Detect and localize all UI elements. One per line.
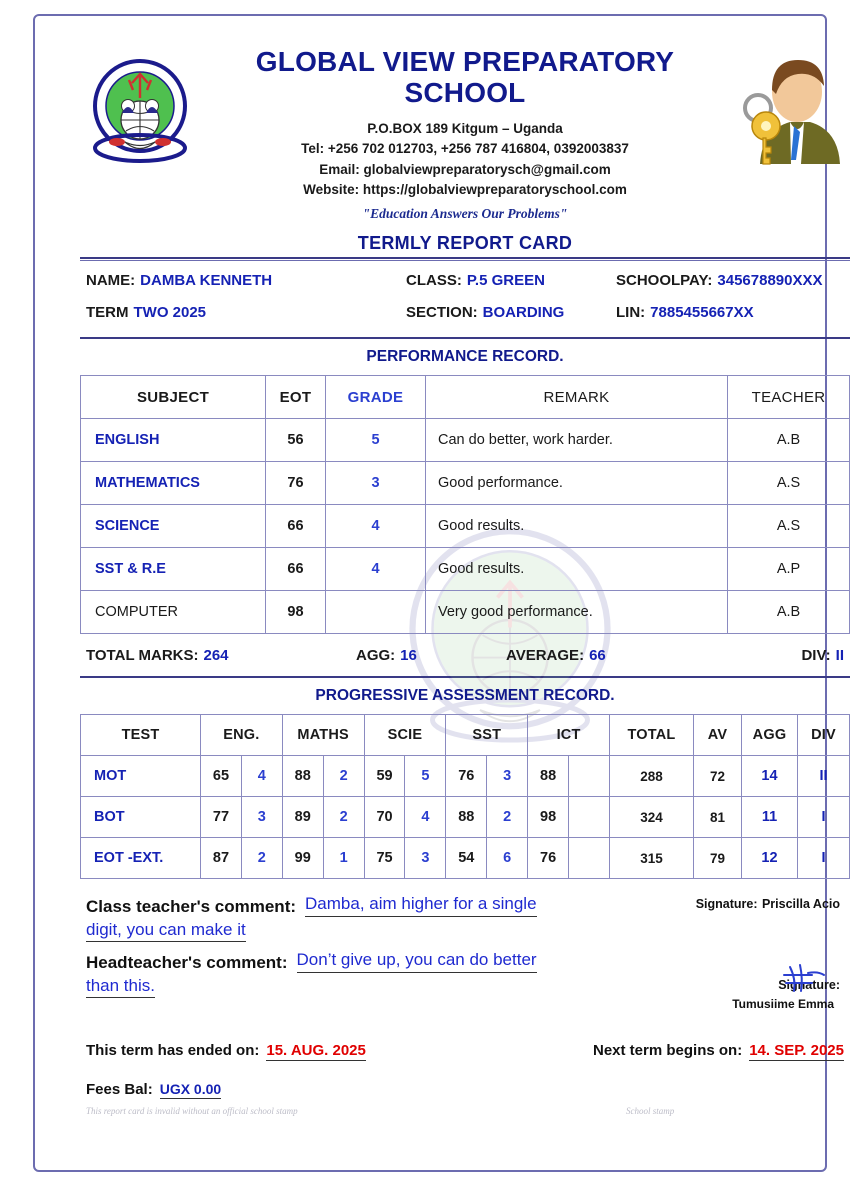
th-eot: EOT bbox=[266, 376, 326, 419]
class-teacher-comment-block bbox=[86, 893, 844, 942]
remark-cell: Good results. bbox=[426, 505, 728, 548]
name-label: NAME: bbox=[86, 272, 136, 289]
remark-cell: Can do better, work harder. bbox=[426, 419, 728, 462]
performance-table bbox=[80, 375, 850, 634]
table-row bbox=[81, 756, 850, 797]
term-value: TWO 2025 bbox=[133, 304, 207, 321]
remark-cell: Very good performance. bbox=[426, 591, 728, 634]
subject-cell: SST & R.E bbox=[81, 548, 266, 591]
headteacher-comment-text[interactable]: Don’t give up, you can do better bbox=[297, 949, 537, 973]
ict-grade-cell bbox=[569, 756, 610, 797]
headteacher-signature-label: Signature: bbox=[778, 977, 840, 992]
stamp-disclaimer: This report card is invalid without an official school stamp bbox=[86, 1105, 298, 1116]
class-teacher-comment-text-line2[interactable]: digit, you can make it bbox=[86, 920, 246, 942]
performance-section-title: PERFORMANCE RECORD. bbox=[366, 348, 564, 365]
class-teacher-comment-label: Class teacher's comment: bbox=[86, 896, 297, 916]
av-cell: 81 bbox=[694, 797, 742, 838]
table-row bbox=[81, 548, 850, 591]
av-cell: 72 bbox=[694, 756, 742, 797]
next-term-label: Next term begins on: bbox=[593, 1041, 743, 1059]
term-dates-row bbox=[80, 1042, 850, 1060]
next-term-value: 14. SEP. 2025 bbox=[749, 1041, 844, 1059]
scie-mark-cell: 59 bbox=[364, 756, 405, 797]
maths-grade-cell: 2 bbox=[323, 797, 364, 838]
sst-mark-cell: 76 bbox=[446, 756, 487, 797]
agg-cell: 12 bbox=[742, 838, 798, 879]
average-value: 66 bbox=[589, 647, 606, 664]
teacher-cell: A.B bbox=[728, 591, 850, 634]
section-value: BOARDING bbox=[482, 304, 565, 321]
th-ict: ICT bbox=[528, 715, 610, 756]
subject-cell: SCIENCE bbox=[81, 505, 266, 548]
table-row bbox=[81, 462, 850, 505]
headteacher-signature-name: Tumusiime Emma bbox=[732, 996, 834, 1011]
eng-grade-cell: 3 bbox=[241, 797, 282, 838]
scie-grade-cell: 3 bbox=[405, 838, 446, 879]
eng-grade-cell: 2 bbox=[241, 838, 282, 879]
class-teacher-comment-text[interactable]: Damba, aim higher for a single bbox=[305, 893, 537, 917]
th-scie: SCIE bbox=[364, 715, 446, 756]
scie-grade-cell: 4 bbox=[405, 797, 446, 838]
div-cell: II bbox=[798, 756, 850, 797]
eng-mark-cell: 77 bbox=[201, 797, 242, 838]
subject-cell: ENGLISH bbox=[81, 419, 266, 462]
student-info-row-2 bbox=[86, 304, 844, 321]
th-agg: AGG bbox=[742, 715, 798, 756]
test-name-cell: MOT bbox=[81, 756, 201, 797]
name-value: DAMBA KENNETH bbox=[140, 272, 273, 289]
grade-cell: 3 bbox=[326, 462, 426, 505]
progressive-section-title: PROGRESSIVE ASSESSMENT RECORD. bbox=[315, 687, 615, 704]
average-label: AVERAGE: bbox=[506, 647, 585, 664]
ict-grade-cell bbox=[569, 797, 610, 838]
performance-header-row bbox=[81, 376, 850, 419]
subject-cell: COMPUTER bbox=[81, 591, 266, 634]
headteacher-comment-text-line2[interactable]: than this. bbox=[86, 976, 155, 998]
fees-label: Fees Bal: bbox=[86, 1080, 153, 1098]
th-av: AV bbox=[694, 715, 742, 756]
th-sst: SST bbox=[446, 715, 528, 756]
th-subject: SUBJECT bbox=[81, 376, 266, 419]
total-marks-label: TOTAL MARKS: bbox=[86, 647, 199, 664]
div-cell: I bbox=[798, 838, 850, 879]
eng-grade-cell: 4 bbox=[241, 756, 282, 797]
school-name: GLOBAL VIEW PREPARATORY SCHOOL bbox=[255, 46, 675, 109]
div-cell: I bbox=[798, 797, 850, 838]
ict-mark-cell: 88 bbox=[528, 756, 569, 797]
total-cell: 288 bbox=[610, 756, 694, 797]
term-ended-value: 15. AUG. 2025 bbox=[266, 1041, 366, 1059]
school-stamp-note: School stamp bbox=[626, 1105, 675, 1116]
progressive-header-row bbox=[81, 715, 850, 756]
maths-mark-cell: 88 bbox=[282, 756, 323, 797]
teacher-cell: A.P bbox=[728, 548, 850, 591]
eot-cell: 66 bbox=[266, 505, 326, 548]
th-eng: ENG. bbox=[201, 715, 283, 756]
progressive-assessment-table bbox=[80, 714, 850, 879]
eot-cell: 56 bbox=[266, 419, 326, 462]
sst-grade-cell: 6 bbox=[487, 838, 528, 879]
maths-mark-cell: 99 bbox=[282, 838, 323, 879]
footer-notes bbox=[80, 1106, 850, 1116]
website: Website: https://globalviewpreparatoryschool.com bbox=[303, 182, 627, 198]
remark-cell: Good results. bbox=[426, 548, 728, 591]
ict-mark-cell: 76 bbox=[528, 838, 569, 879]
div-value: II bbox=[835, 647, 844, 664]
headteacher-comment-label: Headteacher's comment: bbox=[86, 952, 288, 972]
grade-cell bbox=[326, 591, 426, 634]
eng-mark-cell: 65 bbox=[201, 756, 242, 797]
student-info bbox=[80, 261, 850, 337]
scie-mark-cell: 75 bbox=[364, 838, 405, 879]
report-header bbox=[80, 46, 850, 253]
grade-cell: 4 bbox=[326, 505, 426, 548]
totals-summary bbox=[80, 634, 850, 676]
th-total: TOTAL bbox=[610, 715, 694, 756]
table-row bbox=[81, 505, 850, 548]
class-teacher-signature-name: Priscilla Acio bbox=[761, 897, 840, 911]
term-label: TERM bbox=[86, 304, 129, 321]
th-grade: GRADE bbox=[326, 376, 426, 419]
agg-label: AGG: bbox=[356, 647, 396, 664]
agg-value: 16 bbox=[400, 647, 417, 664]
teacher-cell: A.S bbox=[728, 505, 850, 548]
agg-cell: 11 bbox=[742, 797, 798, 838]
table-row bbox=[81, 591, 850, 634]
school-motto: "Education Answers Our Problems" bbox=[362, 205, 568, 221]
comments-section bbox=[80, 879, 850, 1011]
user-with-key-icon bbox=[730, 56, 850, 166]
student-info-row-1 bbox=[86, 272, 844, 289]
total-cell: 315 bbox=[610, 838, 694, 879]
sst-grade-cell: 3 bbox=[487, 756, 528, 797]
headteacher-comment-block bbox=[86, 949, 844, 1011]
scie-grade-cell: 5 bbox=[405, 756, 446, 797]
maths-mark-cell: 89 bbox=[282, 797, 323, 838]
div-label: DIV: bbox=[801, 647, 831, 664]
grade-cell: 4 bbox=[326, 548, 426, 591]
handwritten-signature-icon bbox=[780, 961, 826, 995]
maths-grade-cell: 1 bbox=[323, 838, 364, 879]
telephone: Tel: +256 702 012703, +256 787 416804, 0392003837 bbox=[301, 141, 629, 157]
fees-row bbox=[80, 1081, 850, 1099]
test-name-cell: BOT bbox=[81, 797, 201, 838]
scie-mark-cell: 70 bbox=[364, 797, 405, 838]
po-box: P.O.BOX 189 Kitgum – Uganda bbox=[367, 120, 563, 136]
class-label: CLASS: bbox=[406, 272, 462, 289]
class-value: P.5 GREEN bbox=[466, 272, 545, 289]
remark-cell: Good performance. bbox=[426, 462, 728, 505]
test-name-cell: EOT -EXT. bbox=[81, 838, 201, 879]
table-row bbox=[81, 838, 850, 879]
lin-label: LIN: bbox=[616, 304, 646, 321]
schoolpay-value: 345678890XXX bbox=[717, 272, 823, 289]
fees-value: UGX 0.00 bbox=[159, 1080, 222, 1097]
eot-cell: 98 bbox=[266, 591, 326, 634]
subject-cell: MATHEMATICS bbox=[81, 462, 266, 505]
ict-mark-cell: 98 bbox=[528, 797, 569, 838]
sst-grade-cell: 2 bbox=[487, 797, 528, 838]
report-card-page bbox=[33, 14, 844, 1172]
teacher-cell: A.S bbox=[728, 462, 850, 505]
agg-cell: 14 bbox=[742, 756, 798, 797]
sst-mark-cell: 54 bbox=[446, 838, 487, 879]
sst-mark-cell: 88 bbox=[446, 797, 487, 838]
eot-cell: 66 bbox=[266, 548, 326, 591]
th-test: TEST bbox=[81, 715, 201, 756]
school-crest-icon bbox=[85, 56, 195, 168]
total-marks-value: 264 bbox=[203, 647, 229, 664]
th-remark: REMARK bbox=[426, 376, 728, 419]
eot-cell: 76 bbox=[266, 462, 326, 505]
th-maths: MATHS bbox=[282, 715, 364, 756]
report-title: TERMLY REPORT CARD bbox=[357, 232, 573, 253]
ict-grade-cell bbox=[569, 838, 610, 879]
lin-value: 7885455667XX bbox=[650, 304, 754, 321]
grade-cell: 5 bbox=[326, 419, 426, 462]
class-teacher-signature-label: Signature: bbox=[695, 897, 758, 911]
th-teacher: TEACHER bbox=[728, 376, 850, 419]
th-div: DIV bbox=[798, 715, 850, 756]
maths-grade-cell: 2 bbox=[323, 756, 364, 797]
teacher-cell: A.B bbox=[728, 419, 850, 462]
eng-mark-cell: 87 bbox=[201, 838, 242, 879]
total-cell: 324 bbox=[610, 797, 694, 838]
term-ended-label: This term has ended on: bbox=[86, 1041, 260, 1059]
schoolpay-label: SCHOOLPAY: bbox=[616, 272, 713, 289]
av-cell: 79 bbox=[694, 838, 742, 879]
section-label: SECTION: bbox=[406, 304, 478, 321]
email: Email: globalviewpreparatorysch@gmail.com bbox=[319, 161, 611, 177]
table-row bbox=[81, 419, 850, 462]
table-row bbox=[81, 797, 850, 838]
